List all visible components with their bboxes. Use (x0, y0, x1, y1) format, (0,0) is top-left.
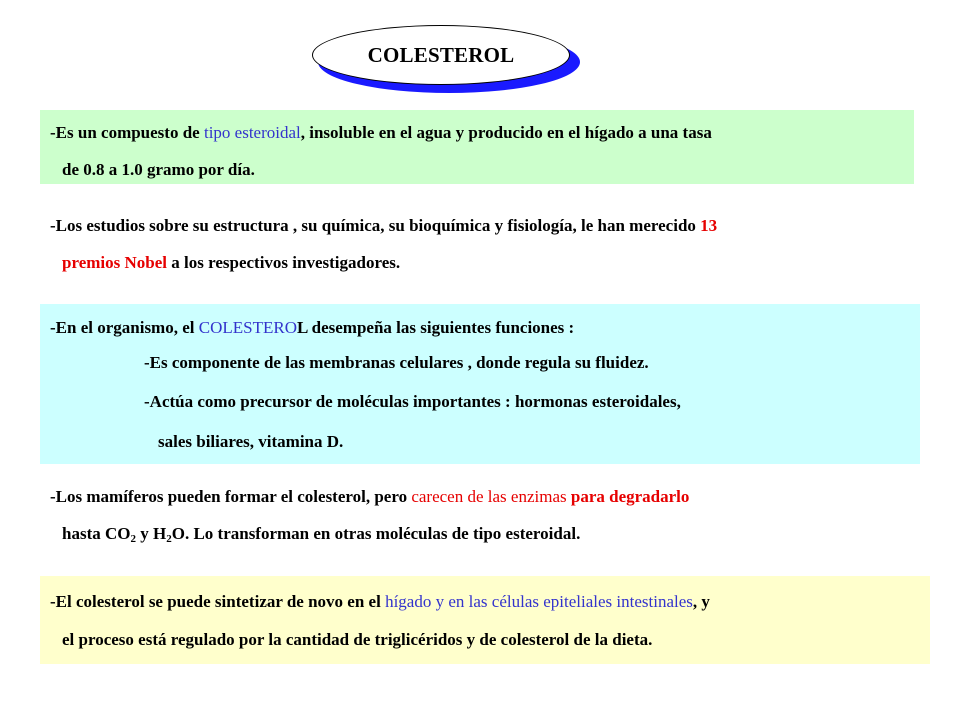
text: a los respectivos investigadores. (167, 253, 401, 272)
highlight-13: 13 (700, 216, 718, 235)
highlight-degradarlo: para degradarlo (566, 487, 690, 506)
highlight-enzimas: carecen de las enzimas (411, 487, 567, 506)
text: , insoluble en el agua y producido en el hígado a una tasa (300, 123, 712, 142)
paragraph-3-line-2: -Es componente de las membranas celulares , donde regula su fluidez. (144, 353, 649, 372)
paragraph-2-line-1 (50, 216, 717, 236)
title-oval (312, 25, 570, 85)
text: -Los mamíferos pueden formar el colesterol, pero (50, 487, 412, 506)
paragraph-3-line-3: -Actúa como precursor de moléculas importantes : hormonas esteroidales, (144, 392, 681, 411)
paragraph-1-line-2: de 0.8 a 1.0 gramo por día. (62, 160, 255, 179)
highlight-colesterol: COLESTERO (198, 318, 297, 337)
text: L desempeña las siguientes funciones : (296, 318, 575, 337)
highlight-premios-nobel: premios Nobel (62, 253, 167, 272)
text: -El colesterol se puede sintetizar de novo en el (50, 592, 386, 611)
highlight-higado: hígado y en las células epiteliales intestinales (385, 592, 693, 611)
subscript: 2 (130, 533, 136, 545)
page-title: COLESTEROL (367, 42, 515, 67)
paragraph-1-line-1 (50, 123, 712, 143)
text: -En el organismo, el (50, 318, 199, 337)
text: , y (692, 592, 710, 611)
paragraph-2-line-2 (62, 253, 400, 273)
text: -Es un compuesto de (50, 123, 204, 142)
paragraph-4-line-1 (50, 487, 689, 507)
paragraph-3-line-1 (50, 318, 574, 338)
text: hasta CO (62, 524, 131, 543)
text: y H (135, 524, 167, 543)
paragraph-4-line-2 (62, 524, 580, 544)
paragraph-5-box (40, 576, 930, 664)
paragraph-3-line-4: sales biliares, vitamina D. (158, 432, 344, 451)
text: -Los estudios sobre su estructura , su química, su bioquímica y fisiología, le han merecido (50, 216, 701, 235)
subscript: 2 (166, 533, 172, 545)
text: O. Lo transforman en otras moléculas de tipo esteroidal. (171, 524, 581, 543)
highlight-tipo-esteroidal: tipo esteroidal (203, 123, 301, 142)
paragraph-5-line-2: el proceso está regulado por la cantidad de triglicéridos y de colesterol de la dieta. (62, 630, 653, 649)
paragraph-5-line-1 (50, 592, 710, 612)
